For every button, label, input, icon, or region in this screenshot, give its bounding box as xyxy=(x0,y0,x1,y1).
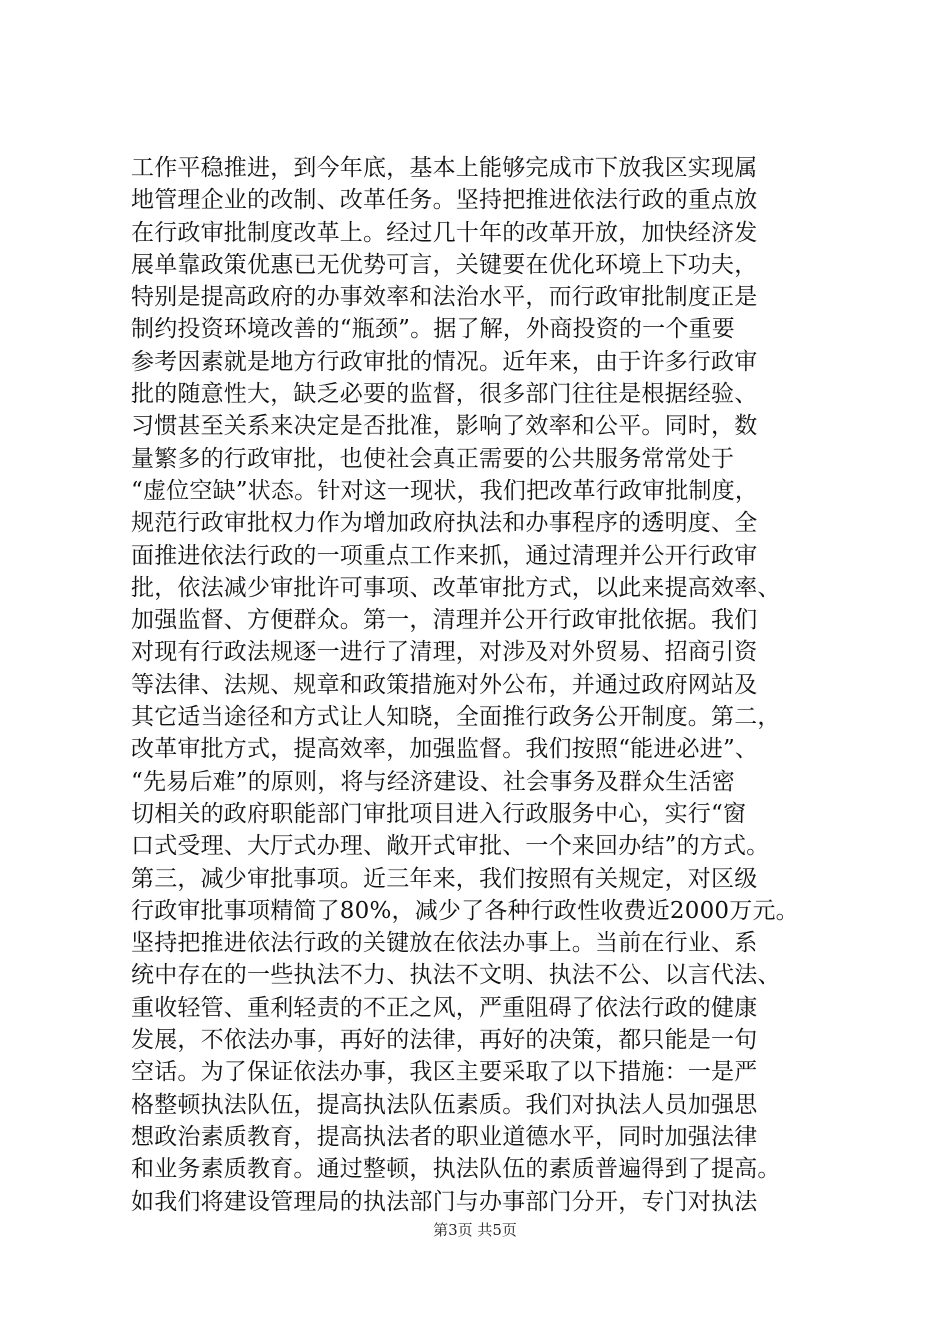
text-line: 规范行政审批权力作为增加政府执法和办事程序的透明度、全 xyxy=(131,510,758,537)
text-line: 展单靠政策优惠已无优势可言，关键要在优化环境上下功夫， xyxy=(131,251,758,278)
text-line: 第三，减少审批事项。近三年来，我们按照有关规定，对区级 xyxy=(131,865,758,892)
text-line: 发展，不依法办事，再好的法律，再好的决策，都只能是一句 xyxy=(131,1027,758,1054)
text-line: 格整顿执法队伍，提高执法队伍素质。我们对执法人员加强思 xyxy=(131,1091,758,1118)
text-line: 加强监督、方便群众。第一，清理并公开行政审批依据。我们 xyxy=(131,607,758,634)
text-line: 等法律、法规、规章和政策措施对外公布，并通过政府网站及 xyxy=(131,671,758,698)
text-line: 如我们将建设管理局的执法部门与办事部门分开，专门对执法 xyxy=(131,1188,758,1215)
text-line: 工作平稳推进，到今年底，基本上能够完成市下放我区实现属 xyxy=(131,155,758,181)
text-line: 空话。为了保证依法办事，我区主要采取了以下措施：一是严 xyxy=(131,1059,758,1086)
text-line: 重收轻管、重利轻责的不正之风，严重阻碍了依法行政的健康 xyxy=(131,994,758,1021)
text-line: 其它适当途径和方式让人知晓，全面推行政务公开制度。第二， xyxy=(131,704,781,731)
text-line: 习惯甚至关系来决定是否批准，影响了效率和公平。同时，数 xyxy=(131,413,758,440)
body-text xyxy=(131,152,831,1218)
text-line: 批的随意性大，缺乏必要的监督，很多部门往往是根据经验、 xyxy=(131,381,758,408)
page-number-footer: 第3页 共5页 xyxy=(433,1221,517,1239)
text-line: “虚位空缺”状态。针对这一现状，我们把改革行政审批制度， xyxy=(131,477,759,504)
text-line: 批，依法减少审批许可事项、改革审批方式，以此来提高效率、 xyxy=(131,574,781,601)
text-line: “先易后难”的原则，将与经济建设、社会事务及群众生活密 xyxy=(131,768,735,795)
text-line: 面推进依法行政的一项重点工作来抓，通过清理并公开行政审 xyxy=(131,542,758,569)
text-line: 制约投资环境改善的“瓶颈”。据了解，外商投资的一个重要 xyxy=(131,316,735,343)
text-line: 地管理企业的改制、改革任务。坚持把推进依法行政的重点放 xyxy=(131,187,758,214)
text-line: 统中存在的一些执法不力、执法不文明、执法不公、以言代法、 xyxy=(131,962,781,989)
text-line: 在行政审批制度改革上。经过几十年的改革开放，加快经济发 xyxy=(131,219,758,246)
text-line: 和业务素质教育。通过整顿，执法队伍的素质普遍得到了提高。 xyxy=(131,1156,781,1183)
text-line: 特别是提高政府的办事效率和法治水平，而行政审批制度正是 xyxy=(131,284,758,311)
text-line: 口式受理、大厅式办理、敞开式审批、一个来回办结”的方式。 xyxy=(131,833,770,860)
text-line: 对现有行政法规逐一进行了清理，对涉及对外贸易、招商引资 xyxy=(131,639,758,666)
text-line: 想政治素质教育，提高执法者的职业道德水平，同时加强法律 xyxy=(131,1123,758,1150)
text-line: 量繁多的行政审批，也使社会真正需要的公共服务常常处于 xyxy=(131,445,735,472)
text-line: 坚持把推进依法行政的关键放在依法办事上。当前在行业、系 xyxy=(131,930,758,957)
text-line: 行政审批事项精简了80%，减少了各种行政性收费近2000万元。 xyxy=(131,897,799,924)
text-line: 改革审批方式，提高效率，加强监督。我们按照“能进必进”、 xyxy=(131,736,759,763)
text-line: 参考因素就是地方行政审批的情况。近年来，由于许多行政审 xyxy=(131,348,758,375)
text-line: 切相关的政府职能部门审批项目进入行政服务中心，实行“窗 xyxy=(131,800,747,827)
